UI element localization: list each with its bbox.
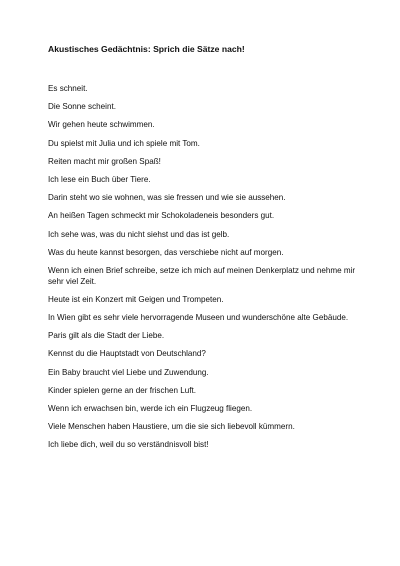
sentence-item: Kennst du die Hauptstadt von Deutschland? xyxy=(48,349,206,359)
sentence-item: Ich liebe dich, weil du so verständnisvoll bist! xyxy=(48,440,209,450)
sentence-item: Die Sonne scheint. xyxy=(48,102,116,112)
document-title: Akustisches Gedächtnis: Sprich die Sätze nach! xyxy=(48,44,245,54)
sentence-item: Heute ist ein Konzert mit Geigen und Trompeten. xyxy=(48,294,224,304)
sentence-item: Reiten macht mir großen Spaß! xyxy=(48,156,161,166)
sentence-item: An heißen Tagen schmeckt mir Schokoladeneis besonders gut. xyxy=(48,211,275,221)
sentence-item: Viele Menschen haben Haustiere, um die sie sich liebevoll kümmern. xyxy=(48,422,295,432)
sentence-item: Wir gehen heute schwimmen. xyxy=(48,120,155,130)
sentence-item: Ein Baby braucht viel Liebe und Zuwendung. xyxy=(48,367,209,377)
sentence-item: Was du heute kannst besorgen, das verschiebe nicht auf morgen. xyxy=(48,247,284,257)
sentence-item: In Wien gibt es sehr viele hervorragende Museen und wunderschöne alte Gebäude. xyxy=(48,313,349,323)
sentence-item: Ich lese ein Buch über Tiere. xyxy=(48,174,151,184)
sentence-item: Darin steht wo sie wohnen, was sie fressen und wie sie aussehen. xyxy=(48,193,286,203)
sentence-item: Kinder spielen gerne an der frischen Luft. xyxy=(48,385,197,395)
sentence-item: Wenn ich erwachsen bin, werde ich ein Flugzeug fliegen. xyxy=(48,403,253,413)
sentence-item: Ich sehe was, was du nicht siehst und das ist gelb. xyxy=(48,229,230,239)
sentence-list xyxy=(48,84,368,459)
sentence-item: Du spielst mit Julia und ich spiele mit Tom. xyxy=(48,138,200,148)
sentence-item: Paris gilt als die Stadt der Liebe. xyxy=(48,331,165,341)
sentence-item: Wenn ich einen Brief schreibe, setze ich mich auf meinen Denkerplatz und nehme mir sehr viel Zeit. xyxy=(48,265,356,286)
sentence-item: Es schneit. xyxy=(48,84,88,93)
